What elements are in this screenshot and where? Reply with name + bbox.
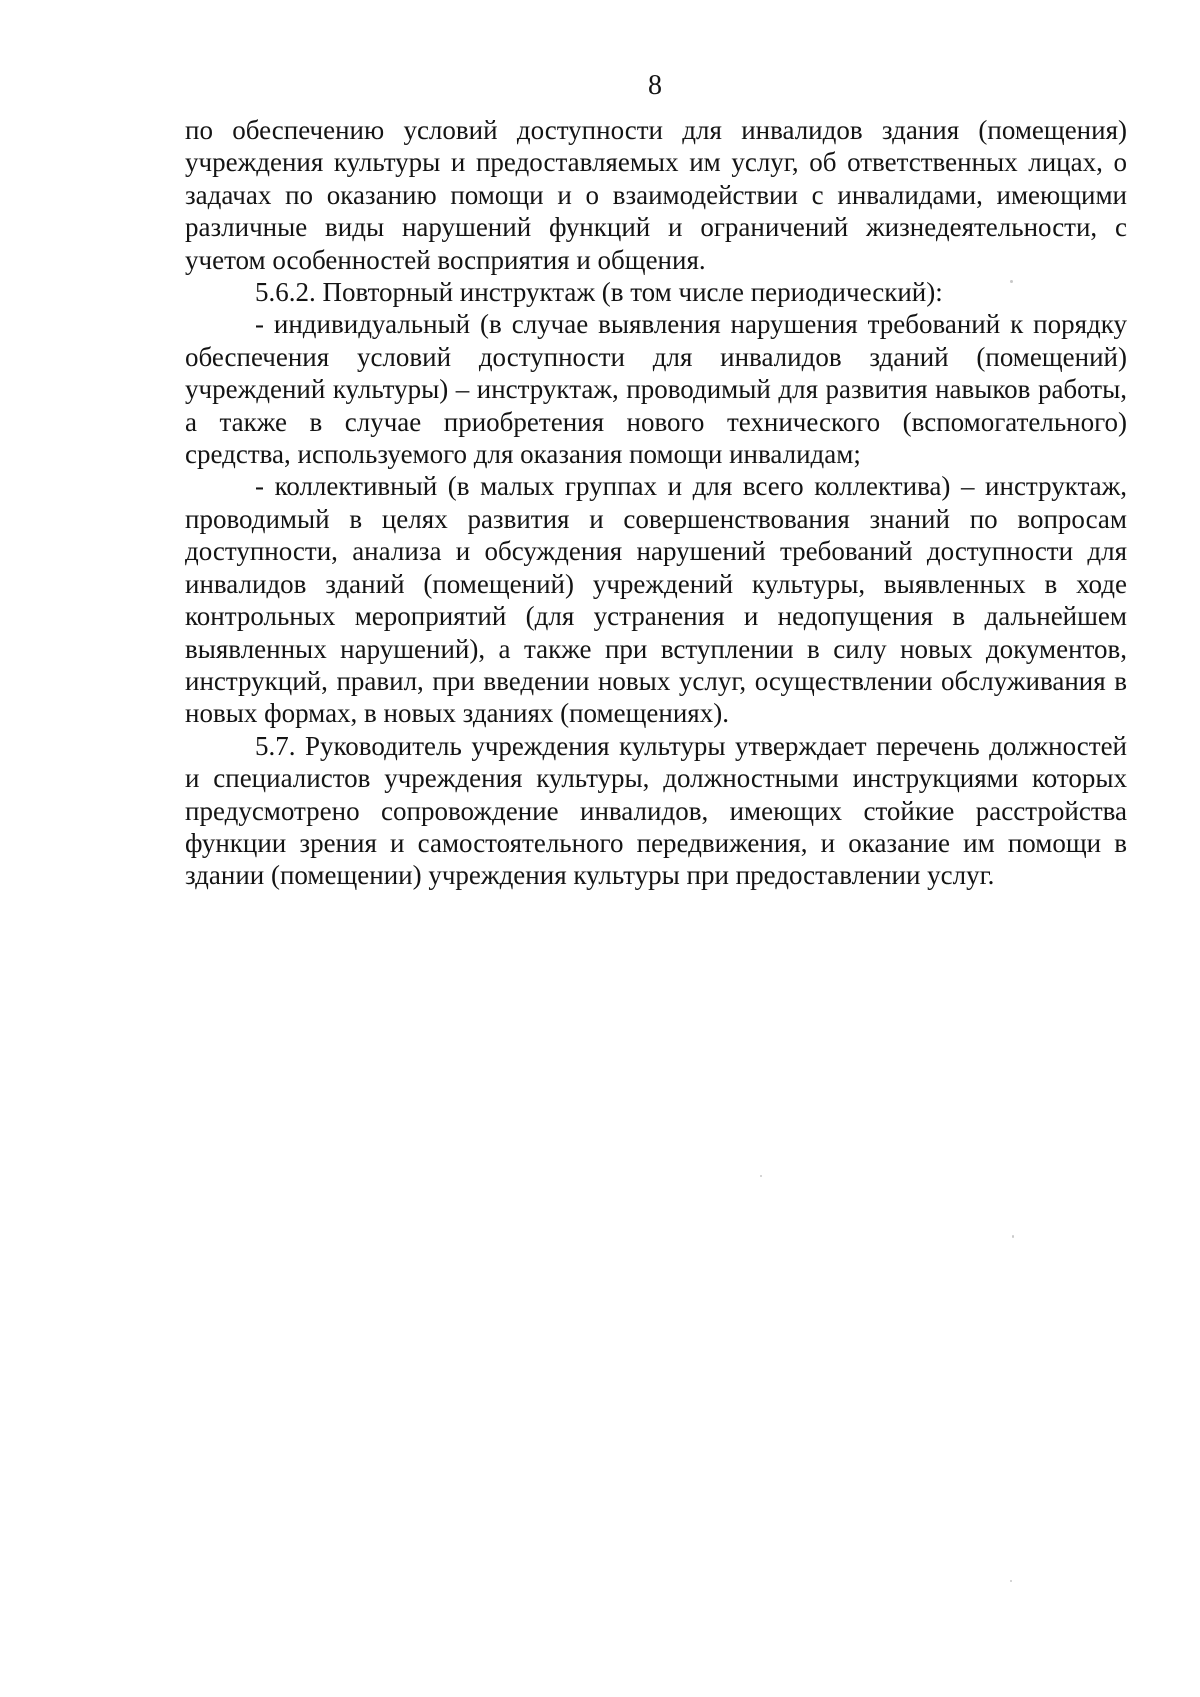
document-body xyxy=(185,114,1127,892)
paragraph-continuation: по обеспечению условий доступности для инвалидов здания (помещения) учреждения культуры и предоставляемых им услуг, об ответственных лицах, о задачах по оказанию помощи и о взаимодействии с инвалидами, имеющими различные виды нарушений функций и ограничений жизнедеятельности, с учетом особенностей восприятия и общения. xyxy=(185,115,1127,275)
paragraph-collective-briefing: - коллективный (в малых группах и для всего коллектива) – инструктаж, проводимый в целях развития и совершенствования знаний по вопросам доступности, анализа и обсуждения нарушений требований доступности для инвалидов зданий (помещений) учреждений культуры, выявленных в ходе контрольных мероприятий (для устранения и недопущения в дальнейшем выявленных нарушений), а также при вступлении в силу новых документов, инструкций, правил, при введении новых услуг, осуществлении обслуживания в новых формах, в новых зданиях (помещениях). xyxy=(185,471,1127,729)
scan-speck xyxy=(760,1175,762,1177)
page-number: 8 xyxy=(648,70,662,101)
paragraph-5-6-2-heading: 5.6.2. Повторный инструктаж (в том числе периодический): xyxy=(255,277,943,308)
paragraph-5-7: 5.7. Руководитель учреждения культуры утверждает перечень должностей и специалистов учреждения культуры, должностными инструкциями которых предусмотрено сопровождение инвалидов, имеющих стойкие расстройства функции зрения и самостоятельного передвижения, и оказание им помощи в здании (помещении) учреждения культуры при предоставлении услуг. xyxy=(185,730,1127,891)
scan-speck xyxy=(1010,280,1013,283)
paragraph-individual-briefing: - индивидуальный (в случае выявления нарушения требований к порядку обеспечения условий доступности для инвалидов зданий (помещений) учреждений культуры) – инструктаж, проводимый для развития навыков работы, а также в случае приобретения нового технического (вспомогательного) средства, используемого для оказания помощи инвалидам; xyxy=(185,309,1127,470)
scan-speck xyxy=(1010,1580,1012,1582)
scan-speck xyxy=(1012,1235,1014,1238)
